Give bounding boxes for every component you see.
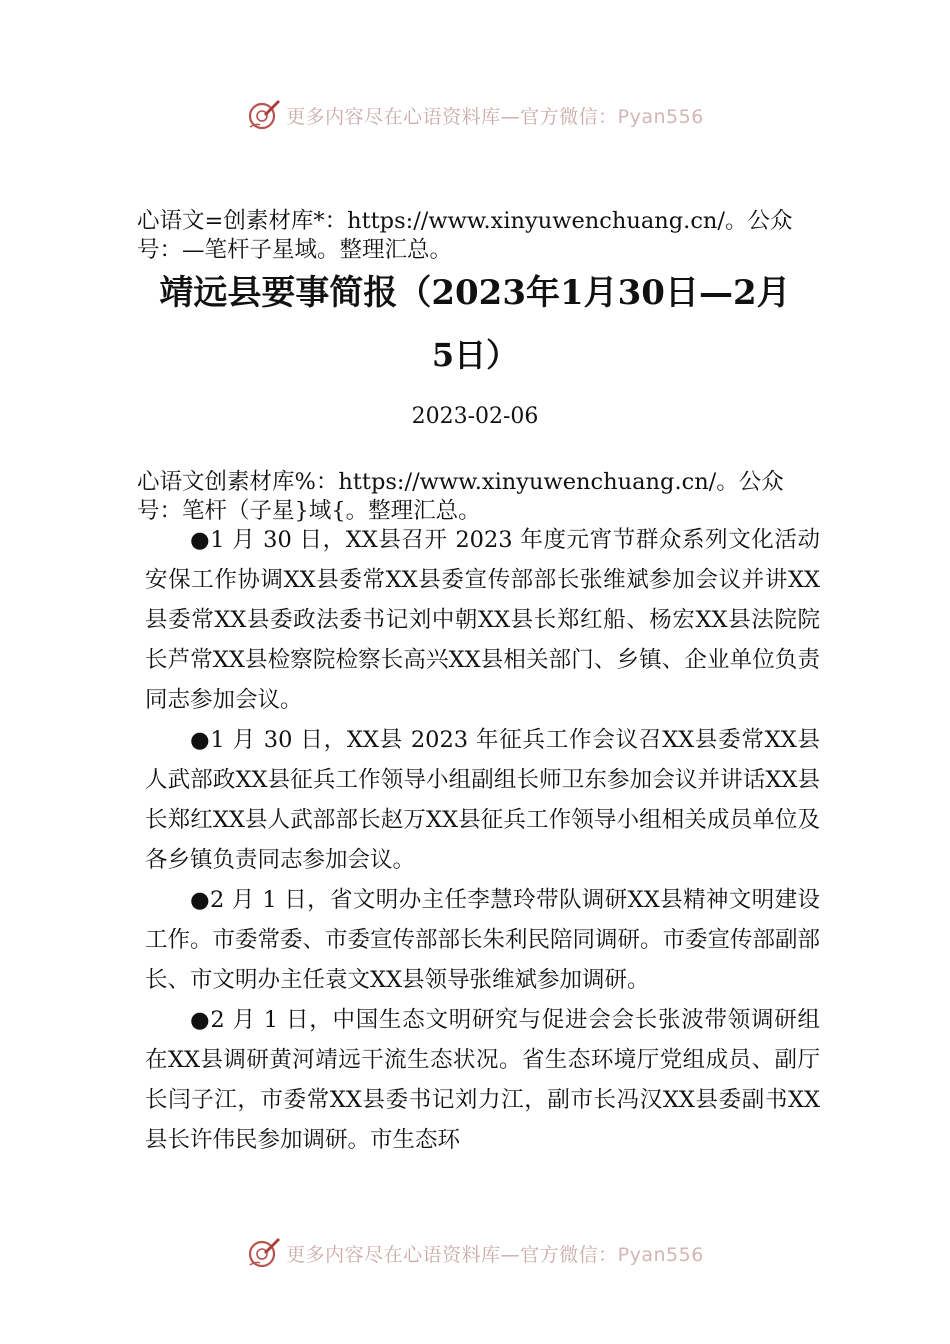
title-line-2: 5日） <box>431 336 519 374</box>
watermark-wechat-id: Pyan556 <box>617 105 704 128</box>
page-title <box>120 262 830 386</box>
watermark-text: 更多内容尽在心语资料库—官方微信：Pyan556 <box>286 1243 704 1266</box>
intro-note-2: 心语文创素材库%：https://www.xinyuwenchuang.cn/。公众号：笔杆（子星}域{。整理汇总。 <box>137 469 784 524</box>
news-item: ●1 月 30 日，XX县召开 2023 年度元宵节群众系列文化活动安保工作协调XX县委常XX县委宣传部部长张维斌参加会议并讲XX县委常XX县委政法委书记刘中朝XX县长郑红船、杨宏XX县法院院长芦常XX县检察院检察长高兴XX县相关部门、乡镇、企业单位负责同志参加会议。 <box>145 527 820 713</box>
publish-date: 2023-02-06 <box>411 404 539 429</box>
watermark-footer <box>0 1233 950 1273</box>
body-text <box>145 520 820 1160</box>
title-line-1: 靖远县要事简报（2023年1月30日—2月 <box>159 273 791 313</box>
news-item: ●1 月 30 日，XX县 2023 年征兵工作会议召XX县委常XX县人武部政XX县征兵工作领导小组副组长师卫东参加会议并讲话XX县长郑红XX县人武部部长赵万XX县征兵工作领导小组相关成员单位及各乡镇负责同志参加会议。 <box>145 727 820 873</box>
watermark-wechat-id: Pyan556 <box>617 1243 704 1266</box>
news-item: ●2 月 1 日，中国生态文明研究与促进会会长张波带领调研组在XX县调研黄河靖远干流生态状况。省生态环境厅党组成员、副厅长闫子江，市委常XX县委书记刘力江，副市长冯汉XX县委副书XX县长许伟民参加调研。市生态环 <box>145 1007 820 1153</box>
pen-logo-icon <box>246 97 282 133</box>
watermark-text: 更多内容尽在心语资料库—官方微信：Pyan556 <box>286 105 704 128</box>
intro-note-1: 心语文=创素材库*：https://www.xinyuwenchuang.cn/。公众号：—笔杆子星域。整理汇总。 <box>137 208 793 263</box>
watermark-header <box>0 95 950 135</box>
pen-logo-icon <box>246 1235 282 1271</box>
news-item: ●2 月 1 日，省文明办主任李慧玲带队调研XX县精神文明建设工作。市委常委、市委宣传部部长朱利民陪同调研。市委宣传部副部长、市文明办主任袁文XX县领导张维斌参加调研。 <box>145 887 821 993</box>
